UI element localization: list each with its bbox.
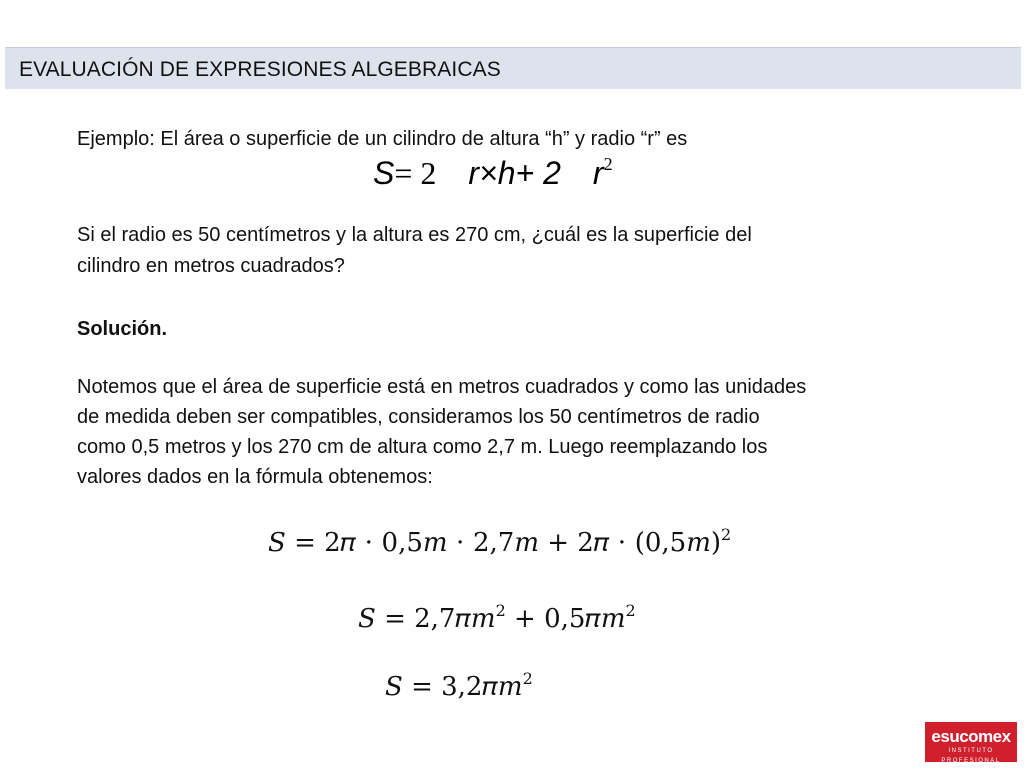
equation-1-exp: 2 [721,525,732,544]
question-line-2: cilindro en metros cuadrados? [77,255,345,277]
formula-part2: r [592,155,604,191]
equation-2-body: 𝑆 = 2,7𝜋𝑚 [358,604,496,634]
equation-3-exp: 2 [522,669,533,688]
paragraph-line-4: valores dados en la fórmula obtenemos: [77,466,433,488]
logo-main-text: esucomex [931,727,1011,746]
esucomex-logo [925,722,1017,762]
title-bar [5,47,1021,89]
paragraph-line-1: Notemos que el área de superficie está en metros cuadrados y como las unidades [77,376,807,398]
equation-1 [268,525,732,559]
equation-3 [385,669,533,703]
question-line-1: Si el radio es 50 centímetros y la altura es 270 cm, ¿cuál es la superficie del [77,224,752,246]
solution-label: Solución. [77,318,167,340]
paragraph-line-2: de medida deben ser compatibles, consideramos los 50 centímetros de radio [77,406,760,428]
equation-2-mid: + 0,5𝜋𝑚 [505,604,626,634]
equation-2-exp-b: 2 [625,601,636,620]
logo-sub-text: INSTITUTO PROFESIONAL [941,748,1001,764]
intro-text: Ejemplo: El área o superficie de un cilindro de altura “h” y radio “r” es [77,128,688,150]
equation-2-exp-a: 2 [495,601,506,620]
formula-lhs: S [373,155,395,191]
equation-1-body: 𝑆 = 2𝜋 ⋅ 0,5𝑚 ⋅ 2,7𝑚 + 2𝜋 ⋅ (0,5𝑚) [268,528,721,558]
formula-part1: r×h+ 2 [468,155,561,191]
equation-3-body: 𝑆 = 3,2𝜋𝑚 [385,672,523,702]
paragraph-line-3: como 0,5 metros y los 270 cm de altura como 2,7 m. Luego reemplazando los [77,436,768,458]
formula-exp: 2 [603,154,613,174]
formula-eq: = 2 [394,155,437,191]
equation-2 [358,601,636,635]
slide-title: EVALUACIÓN DE EXPRESIONES ALGEBRAICAS [19,58,501,81]
area-formula [373,155,613,199]
